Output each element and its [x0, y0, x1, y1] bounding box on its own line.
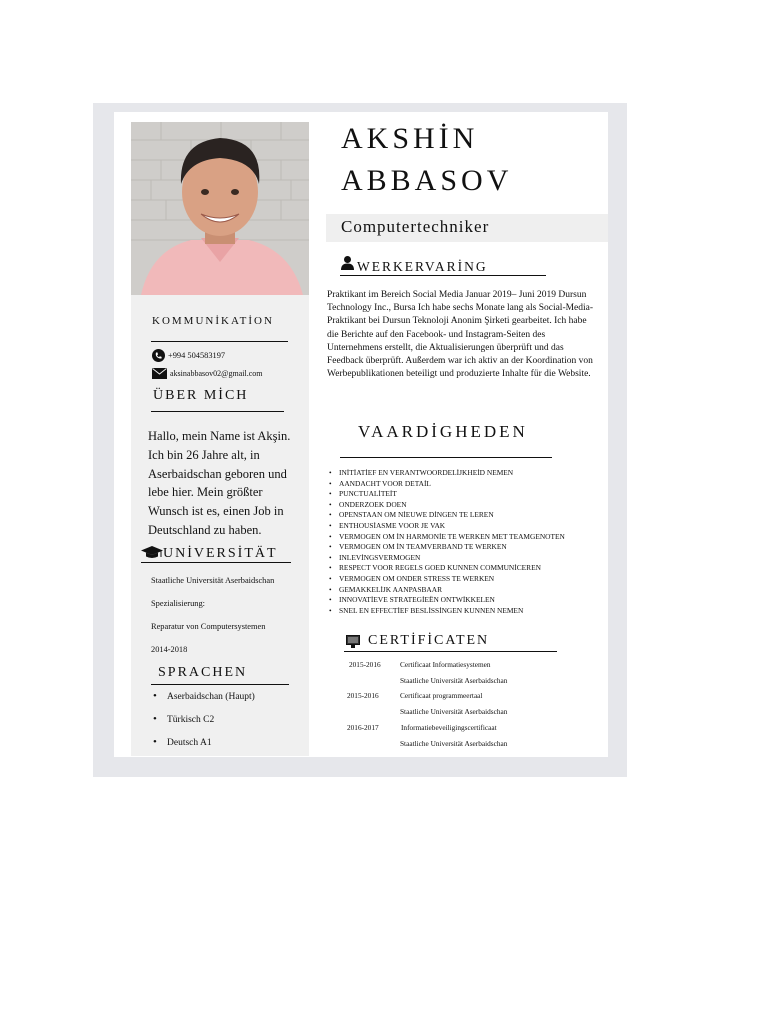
about-heading: ÜBER MİCH — [153, 388, 249, 403]
certificates-rule — [344, 651, 557, 652]
about-rule — [151, 411, 284, 412]
certificate-years: 2015-2016 — [349, 660, 381, 669]
skill-item: • RESPECT VOOR REGELS GOED KUNNEN COMMUNİCEREN — [329, 563, 565, 574]
phone-number[interactable]: +994 504583197 — [168, 351, 226, 360]
profile-photo-illustration — [131, 122, 309, 295]
languages-heading: SPRACHEN — [158, 665, 248, 680]
specialization-value: Reparatur von Computersystemen — [151, 622, 266, 631]
university-years: 2014-2018 — [151, 645, 188, 654]
about-text: Hallo, mein Name ist Akşin. Ich bin 26 Jahre alt, in Aserbaidschan geboren und lebe hier. Mein größter Wunsch ist es, einen Job in Deutschland zu haben. — [148, 429, 291, 537]
contact-rule — [151, 341, 288, 342]
certificate-years: 2016-2017 — [347, 723, 379, 732]
skill-item: • AANDACHT VOOR DETAİL — [329, 479, 565, 490]
specialization-label: Spezialisierung: — [151, 599, 205, 608]
skill-item: • OPENSTAAN OM NİEUWE DİNGEN TE LEREN — [329, 510, 565, 521]
skill-item: • INLEVİNGSVERMOGEN — [329, 553, 565, 564]
certificate-title: Informatiebeveiligingscertificaat — [401, 723, 497, 732]
skill-item: • SNEL EN EFFECTİEF BESLİSSİNGEN KUNNEN NEMEN — [329, 606, 565, 617]
certificate-school: Staatliche Universität Aserbaidschan — [400, 676, 508, 685]
person-icon — [340, 255, 355, 270]
experience-rule — [340, 275, 546, 276]
skill-item: • VERMOGEN OM İN TEAMVERBAND TE WERKEN — [329, 542, 565, 553]
certificate-title: Certificaat programmeertaal — [400, 691, 483, 700]
monitor-icon — [346, 635, 360, 648]
last-name: ABBASOV — [341, 164, 513, 197]
email-address[interactable]: aksinabbasov02@gmail.com — [170, 369, 263, 378]
skill-item: • ENTHOUSİASME VOOR JE VAK — [329, 521, 565, 532]
university-heading: UNİVERSİTÄT — [163, 546, 278, 561]
contact-heading: KOMMUNİKATİON — [152, 315, 274, 327]
experience-heading: WERKERVARİNG — [357, 259, 488, 274]
phone-icon[interactable] — [152, 349, 165, 362]
certificate-school: Staatliche Universität Aserbaidschan — [400, 707, 508, 716]
first-name: AKSHİN — [341, 122, 479, 155]
certificate-years: 2015-2016 — [347, 691, 379, 700]
language-item: • Deutsch A1 — [153, 736, 255, 759]
skills-heading: VAARDİGHEDEN — [358, 422, 528, 441]
languages-list — [153, 690, 255, 759]
skills-list — [329, 468, 565, 616]
profile-photo — [131, 122, 309, 295]
skill-item: • ONDERZOEK DOEN — [329, 500, 565, 511]
skills-rule — [340, 457, 552, 458]
email-icon[interactable] — [152, 368, 167, 379]
university-rule — [141, 562, 291, 563]
skill-item: • GEMAKKELİJK AANPASBAAR — [329, 585, 565, 596]
skill-item: • VERMOGEN OM ONDER STRESS TE WERKEN — [329, 574, 565, 585]
certificate-title: Certificaat Informatiesystemen — [400, 660, 491, 669]
job-title: Computertechniker — [341, 217, 490, 236]
language-item: • Aserbaidschan (Haupt) — [153, 690, 255, 713]
skill-item: • VERMOGEN OM İN HARMONİE TE WERKEN MET TEAMGENOTEN — [329, 532, 565, 543]
certificates-heading: CERTİFİCATEN — [368, 633, 490, 648]
experience-text: Praktikant im Bereich Social Media Januar 2019– Juni 2019 Dursun Technology Inc., Bursa Ich habe sechs Monate lang als Social-Media-Praktikant bei Dursun Teknoloji Anonim Şirketi gearbeitet. Ich habe die Berichte auf den Facebook- und Instagram-Seiten des Unternehmens erstellt, die Aktualisierungen überprüft und das Feedback überprüft. Außerdem war ich aktiv an der Koordination von Werbepublikationen beteiligt und produzierte Inhalte für die Website. — [327, 290, 594, 380]
certificate-school: Staatliche Universität Aserbaidschan — [400, 739, 508, 748]
languages-rule — [151, 684, 289, 685]
language-item: • Türkisch C2 — [153, 713, 255, 736]
university-name: Staatliche Universität Aserbaidschan — [151, 576, 275, 585]
skill-item: • PUNCTUALİTEİT — [329, 489, 565, 500]
skill-item: • INİTİATİEF EN VERANTWOORDELİJKHEİD NEMEN — [329, 468, 565, 479]
graduation-cap-icon — [141, 546, 163, 560]
skill-item: • INNOVATİEVE STRATEGİEËN ONTWİKKELEN — [329, 595, 565, 606]
